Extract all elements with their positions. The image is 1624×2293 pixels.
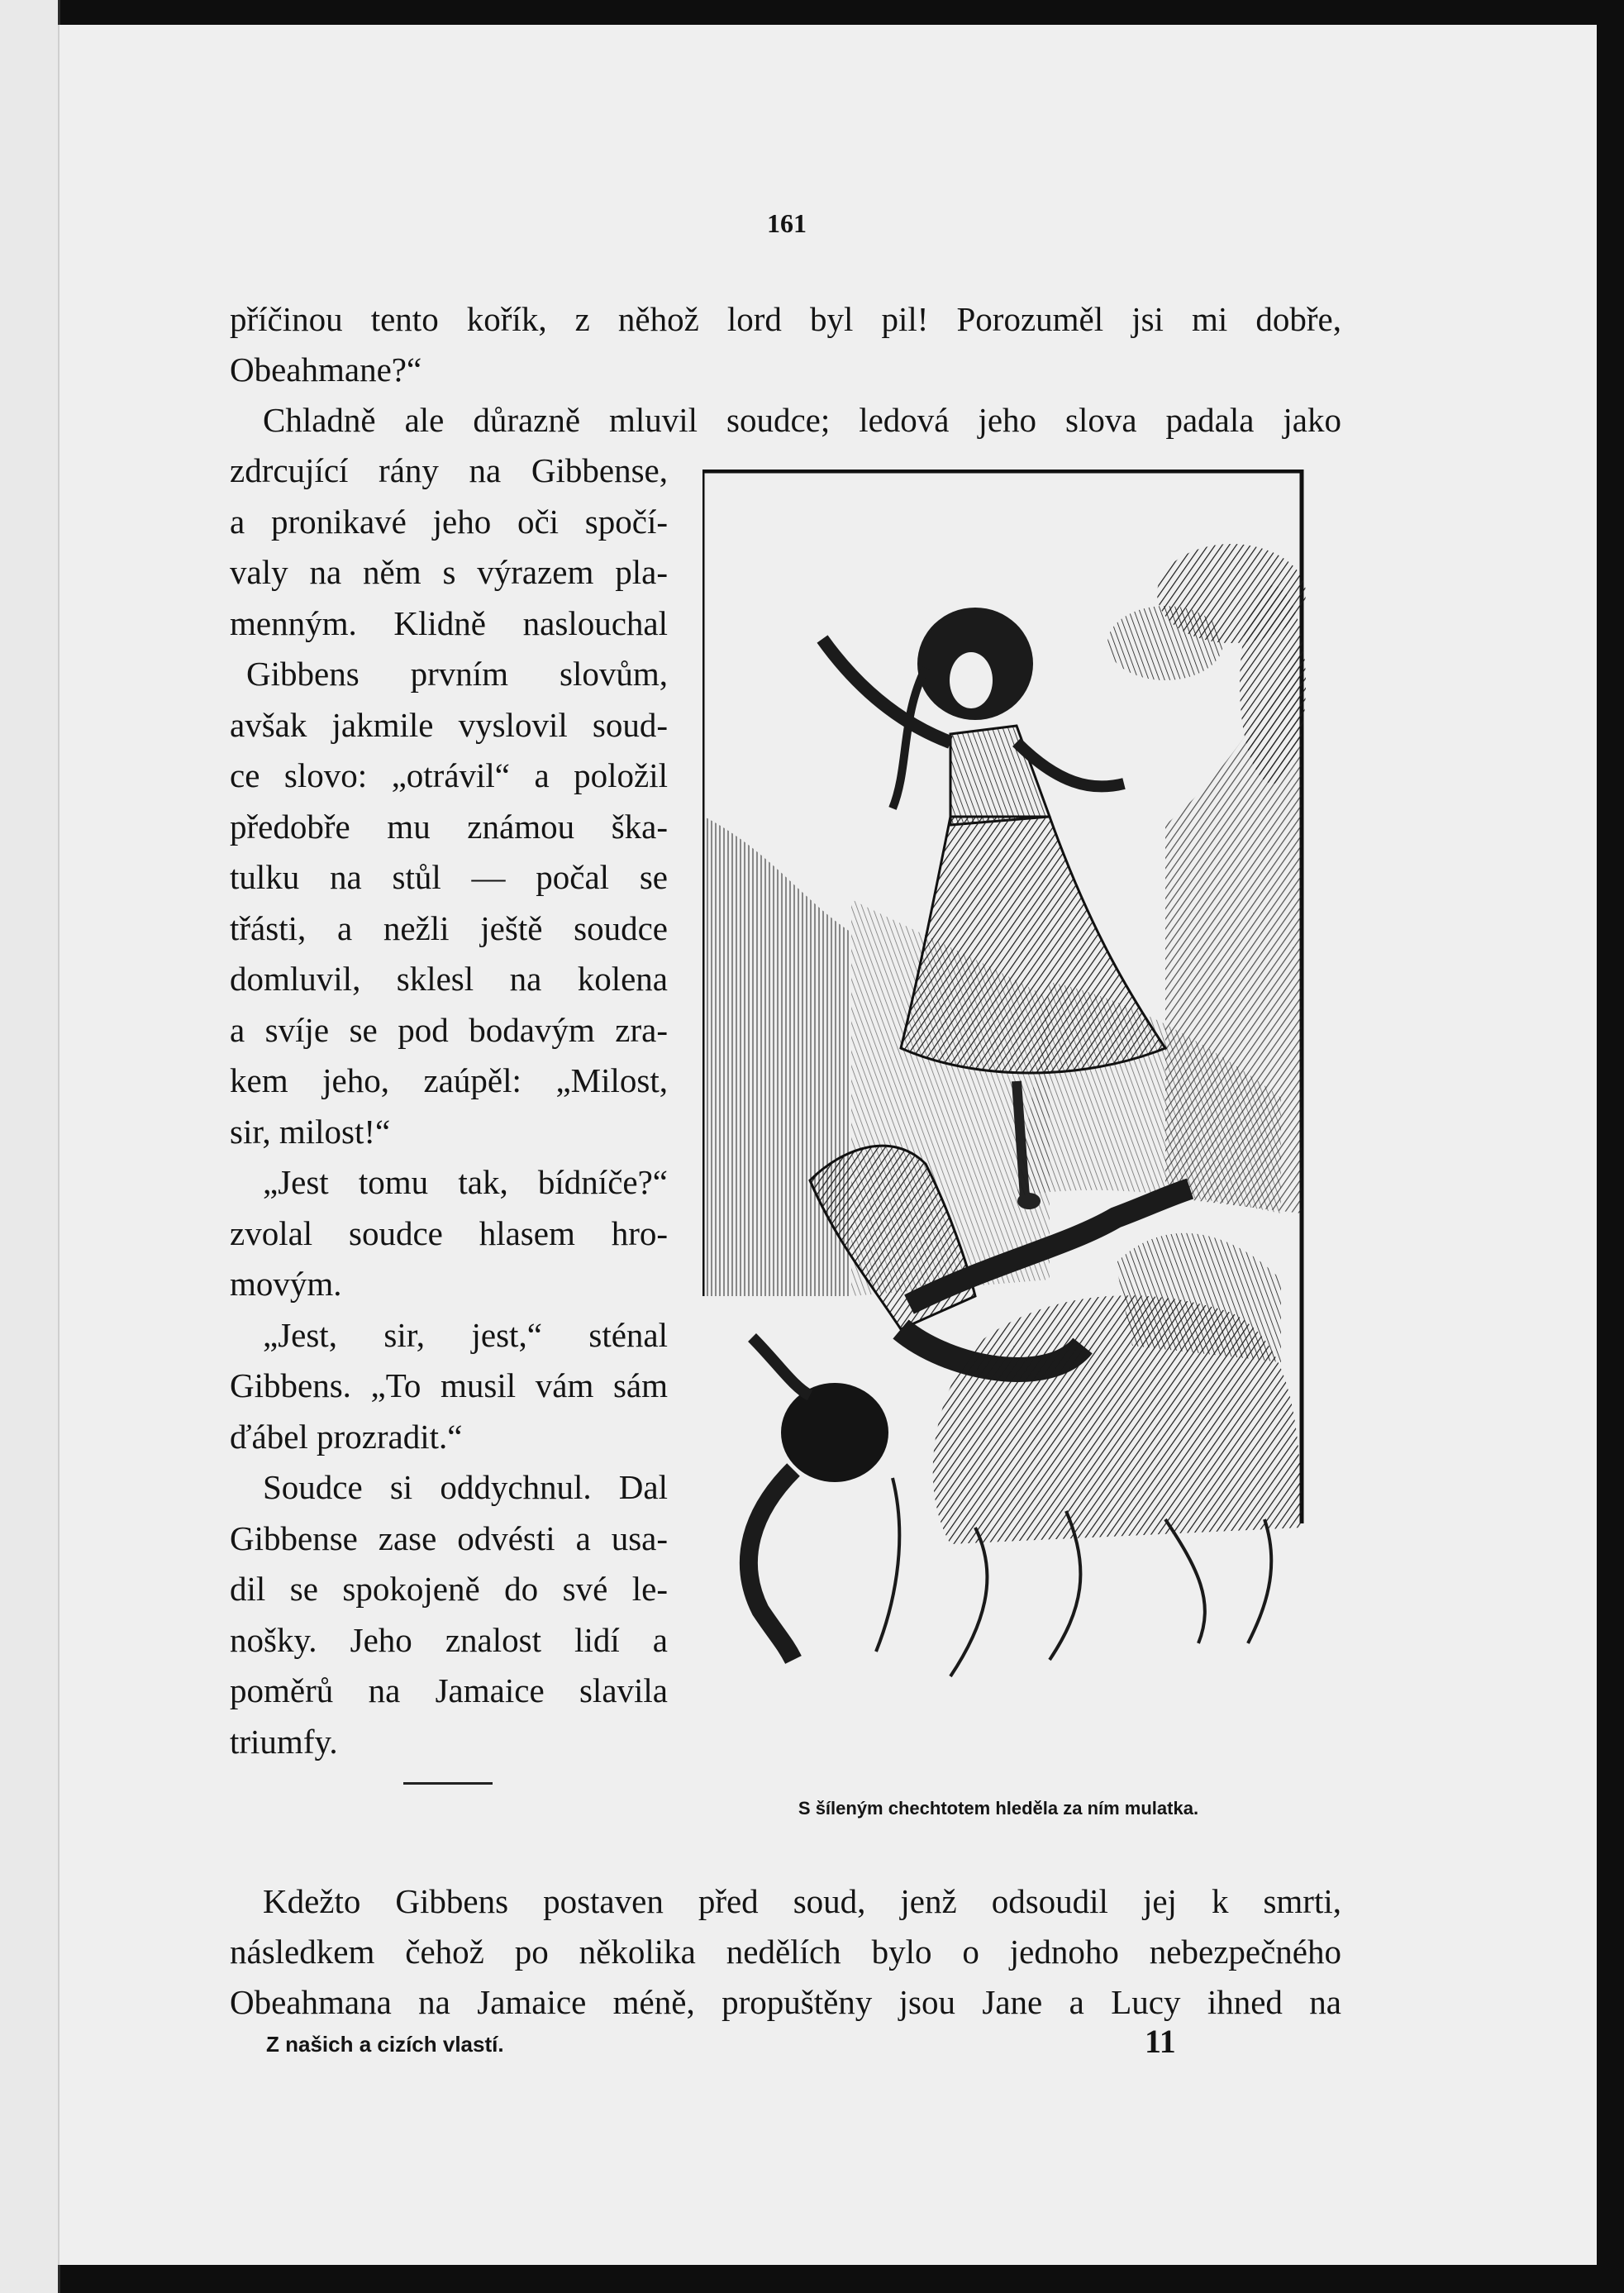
text-line: Gibbens. „To musil vám sám <box>230 1366 668 1404</box>
footer-sheet-number: 11 <box>1145 2023 1176 2060</box>
text-line: třásti, a nežli ještě soudce <box>230 908 668 947</box>
text-line: Gibbens prvním slovům, <box>246 655 668 693</box>
text-line: „Jest, sir, jest,“ sténal <box>263 1315 668 1354</box>
page-number: 161 <box>767 208 807 238</box>
bottom-paragraph <box>230 1876 1341 2028</box>
text-line: zdrcující rány na Gibbense, <box>230 451 668 489</box>
text-line: poměrů na Jamaice slavila <box>230 1671 668 1709</box>
top-paragraph <box>230 294 1341 446</box>
text-line: zvolal soudce hlasem hro- <box>230 1213 668 1252</box>
text-line: Chladně ale důrazně mluvil soudce; ledová jeho slova padala jako <box>263 401 1341 439</box>
text-line: Kdežto Gibbens postaven před soud, jenž odsoudil jej k smrti, <box>263 1882 1341 1920</box>
text-line: domluvil, sklesl na kolena <box>230 960 668 998</box>
wrapped-column <box>230 446 668 1767</box>
text-line: movým. <box>230 1265 342 1303</box>
text-line: „Jest tomu tak, bídníče?“ <box>263 1163 668 1201</box>
previous-page-edge <box>0 0 60 2293</box>
text-line: dil se spokojeně do své le- <box>230 1570 668 1608</box>
text-line: tulku na stůl — počal se <box>230 858 668 896</box>
text-line: Obeahmane?“ <box>230 350 422 389</box>
text-line: sir, milost!“ <box>230 1112 391 1151</box>
engraving-illustration <box>702 470 1306 1734</box>
text-line: a svíje se pod bodavým zra- <box>230 1010 668 1049</box>
section-divider <box>403 1782 493 1785</box>
text-line: a pronikavé jeho oči spočí- <box>230 502 668 541</box>
text-line: ce slovo: „otrávil“ a položil <box>230 756 668 794</box>
text-line: kem jeho, zaúpěl: „Milost, <box>230 1061 668 1099</box>
text-line: následkem čehož po několika nedělích bylo o jednoho nebezpečného <box>230 1933 1341 1971</box>
footer-source-title: Z našich a cizích vlastí. <box>266 2032 504 2057</box>
text-line: avšak jakmile vyslovil soud- <box>230 705 668 744</box>
text-line: předobře mu známou ška- <box>230 807 668 846</box>
text-line: Obeahmana na Jamaice méně, propuštěny jsou Jane a Lucy ihned na <box>230 1983 1341 2021</box>
text-line: valy na něm s výrazem pla- <box>230 553 668 591</box>
foliage <box>1107 544 1306 784</box>
text-line: Soudce si oddychnul. Dal <box>263 1468 668 1506</box>
text-line: triumfy. <box>230 1722 338 1761</box>
text-line: ďábel prozradit.“ <box>230 1417 463 1456</box>
text-line: příčinou tento kořík, z něhož lord byl pil! Porozuměl jsi mi dobře, <box>230 300 1341 338</box>
text-line: nošky. Jeho znalost lidí a <box>230 1620 668 1659</box>
text-line: menným. Klidně naslouchal <box>230 603 668 642</box>
text-line: Gibbense zase odvésti a usa- <box>230 1518 668 1557</box>
illustration-caption: S šíleným chechtotem hleděla za ním mulatka. <box>798 1798 1199 1819</box>
